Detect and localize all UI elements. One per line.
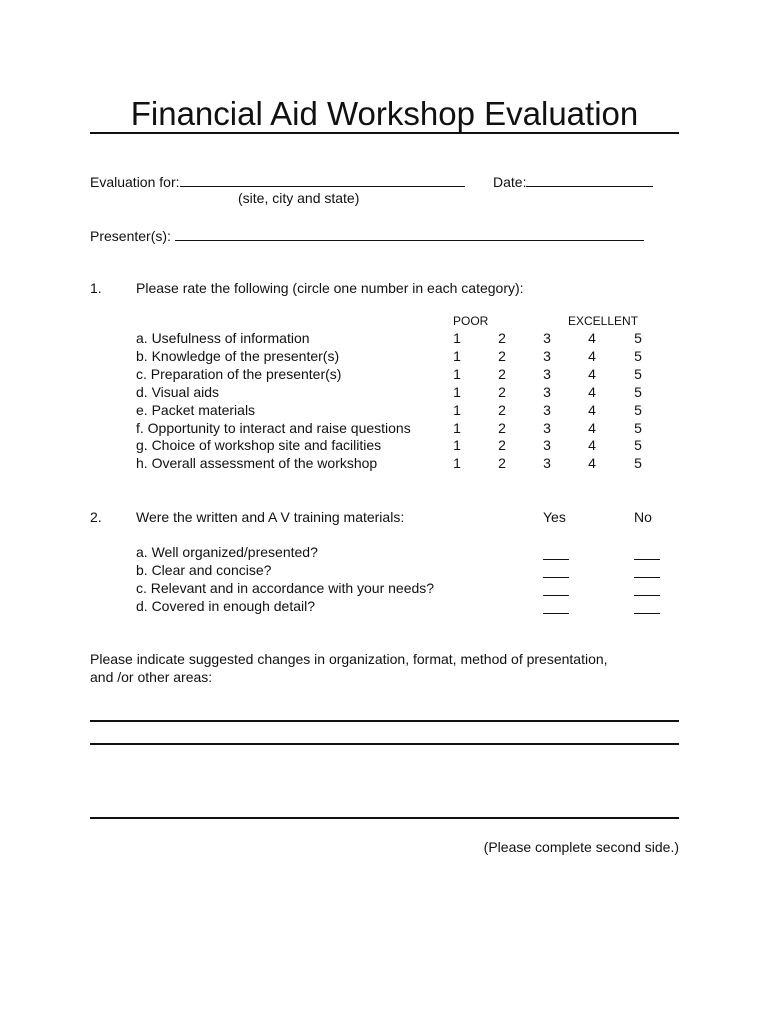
rating-item-label: c. Preparation of the presenter(s): [136, 365, 342, 382]
answer-line[interactable]: [90, 743, 679, 745]
scale-excellent-label: EXCELLENT: [568, 314, 639, 328]
rating-item-label: b. Knowledge of the presenter(s): [136, 347, 340, 364]
rating-option[interactable]: 3: [543, 437, 551, 454]
rating-option[interactable]: 5: [634, 455, 642, 472]
rating-item-label: g. Choice of workshop site and facilities: [136, 437, 382, 454]
evaluation-for-field[interactable]: [180, 172, 465, 187]
answer-line[interactable]: [90, 817, 679, 819]
rating-option[interactable]: 3: [543, 383, 551, 400]
rating-option[interactable]: 4: [588, 437, 596, 454]
evaluation-for-row: [90, 172, 465, 190]
rating-option[interactable]: 1: [453, 455, 461, 472]
q2-number: 2.: [90, 509, 102, 525]
q1-number: 1.: [90, 280, 102, 296]
presenters-field[interactable]: [175, 226, 644, 241]
yes-answer-blank[interactable]: [543, 559, 569, 560]
yes-no-item-label: a. Well organized/presented?: [136, 544, 318, 560]
evaluation-for-hint: (site, city and state): [238, 190, 360, 206]
rating-option[interactable]: 2: [498, 347, 506, 364]
yes-answer-blank[interactable]: [543, 595, 569, 596]
rating-option[interactable]: 4: [588, 455, 596, 472]
date-row: [493, 172, 653, 190]
rating-option[interactable]: 2: [498, 437, 506, 454]
rating-option[interactable]: 4: [588, 401, 596, 418]
q2-yes-header: Yes: [543, 509, 566, 525]
rating-option[interactable]: 1: [453, 437, 461, 454]
rating-option[interactable]: 3: [543, 455, 551, 472]
rating-option[interactable]: 5: [634, 365, 642, 382]
rating-option[interactable]: 4: [588, 383, 596, 400]
date-field[interactable]: [526, 172, 653, 187]
rating-option[interactable]: 1: [453, 365, 461, 382]
rating-option[interactable]: 2: [498, 401, 506, 418]
rating-option[interactable]: 1: [453, 401, 461, 418]
rating-option[interactable]: 5: [634, 437, 642, 454]
presenters-label: Presenter(s):: [90, 228, 171, 244]
evaluation-for-label: Evaluation for:: [90, 174, 180, 190]
rating-item-label: d. Visual aids: [136, 383, 220, 400]
rating-option[interactable]: 3: [543, 330, 551, 346]
rating-option[interactable]: 2: [498, 330, 506, 346]
answer-line[interactable]: [90, 720, 679, 722]
suggestions-prompt-line1: Please indicate suggested changes in organization, format, method of presentation,: [90, 651, 608, 667]
rating-option[interactable]: 5: [634, 419, 642, 436]
q2-no-header: No: [634, 509, 652, 525]
rating-option[interactable]: 2: [498, 383, 506, 400]
rating-option[interactable]: 5: [634, 330, 642, 346]
scale-poor-label: POOR: [453, 314, 489, 328]
yes-answer-blank[interactable]: [543, 613, 569, 614]
presenters-row: [90, 226, 644, 244]
suggestions-prompt-line2: and /or other areas:: [90, 669, 213, 685]
rating-item-label: h. Overall assessment of the workshop: [136, 455, 378, 472]
rating-item-label: e. Packet materials: [136, 401, 256, 418]
yes-answer-blank[interactable]: [543, 577, 569, 578]
rating-item-label: f. Opportunity to interact and raise questions: [136, 419, 411, 436]
rating-option[interactable]: 4: [588, 347, 596, 364]
yes-no-item-label: d. Covered in enough detail?: [136, 597, 316, 614]
no-answer-blank[interactable]: [634, 613, 660, 614]
rating-item-label: a. Usefulness of information: [136, 330, 310, 346]
rating-option[interactable]: 5: [634, 347, 642, 364]
rating-option[interactable]: 3: [543, 365, 551, 382]
rating-option[interactable]: 2: [498, 455, 506, 472]
q1-text: Please rate the following (circle one number in each category):: [136, 280, 524, 296]
yes-no-item-label: c. Relevant and in accordance with your needs?: [136, 579, 435, 596]
no-answer-blank[interactable]: [634, 595, 660, 596]
rating-option[interactable]: 1: [453, 347, 461, 364]
rating-option[interactable]: 3: [543, 347, 551, 364]
title-underline: [90, 132, 679, 134]
footer-note: (Please complete second side.): [483, 839, 679, 855]
rating-option[interactable]: 1: [453, 383, 461, 400]
no-answer-blank[interactable]: [634, 559, 660, 560]
q2-text: Were the written and A V training materials:: [136, 509, 405, 525]
no-answer-blank[interactable]: [634, 577, 660, 578]
rating-option[interactable]: 3: [543, 419, 551, 436]
rating-option[interactable]: 5: [634, 401, 642, 418]
yes-no-item-label: b. Clear and concise?: [136, 561, 272, 578]
rating-option[interactable]: 2: [498, 419, 506, 436]
rating-option[interactable]: 2: [498, 365, 506, 382]
rating-option[interactable]: 4: [588, 330, 596, 346]
date-label: Date:: [493, 174, 527, 190]
rating-option[interactable]: 4: [588, 419, 596, 436]
page-title: Financial Aid Workshop Evaluation: [130, 95, 639, 132]
rating-option[interactable]: 3: [543, 401, 551, 418]
rating-option[interactable]: 1: [453, 419, 461, 436]
rating-option[interactable]: 4: [588, 365, 596, 382]
rating-option[interactable]: 1: [453, 330, 461, 346]
rating-option[interactable]: 5: [634, 383, 642, 400]
